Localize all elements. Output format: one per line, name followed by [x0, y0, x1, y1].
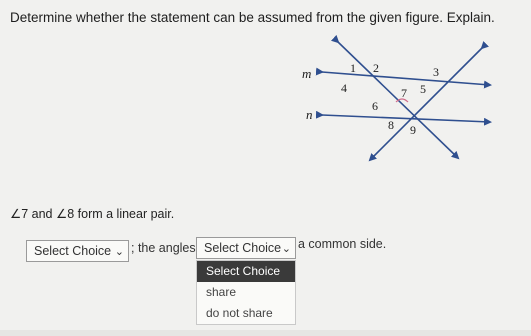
- dropdown-option-share[interactable]: share: [206, 285, 237, 299]
- dropdown-option-do-not-share[interactable]: do not share: [206, 306, 273, 320]
- angle-label-1: 1: [350, 61, 356, 75]
- angle-label-8: 8: [388, 118, 394, 132]
- end-text: a common side.: [298, 237, 387, 251]
- angle-label-7: 7: [401, 86, 407, 100]
- label-n: n: [306, 107, 313, 122]
- bottom-bar: [0, 330, 531, 336]
- transversal-b: [370, 48, 482, 160]
- line-m: [322, 72, 490, 85]
- line-n: [322, 115, 490, 122]
- angle-label-6: 6: [372, 99, 378, 113]
- statement-text: [10, 206, 174, 221]
- select-2-value: Select Choice: [204, 241, 282, 255]
- question-text: Determine whether the statement can be assumed from the given figure. Explain.: [10, 10, 495, 25]
- statement-rest: form a linear pair.: [77, 207, 175, 221]
- select-2-dropdown: [196, 260, 296, 325]
- angle-label-4: 4: [341, 81, 347, 95]
- angle-label-3: 3: [433, 65, 439, 79]
- chevron-down-icon: ⌄: [114, 246, 124, 258]
- answer-select-2[interactable]: [196, 237, 296, 259]
- select-1-value: Select Choice: [34, 244, 112, 258]
- geometry-figure: [300, 30, 500, 180]
- label-m: m: [302, 66, 312, 81]
- chevron-down-icon: ⌄: [281, 243, 291, 255]
- angle-label-9: 9: [410, 123, 416, 137]
- angle-b: ∠8: [56, 207, 75, 221]
- answer-select-1[interactable]: [26, 240, 129, 262]
- dropdown-option-select-choice[interactable]: Select Choice: [197, 261, 295, 282]
- middle-text: ; the angles: [131, 241, 196, 255]
- and-word: and: [31, 207, 53, 221]
- angle-label-2: 2: [373, 61, 379, 75]
- angle-a: ∠7: [10, 207, 29, 221]
- angle-label-5: 5: [420, 82, 426, 96]
